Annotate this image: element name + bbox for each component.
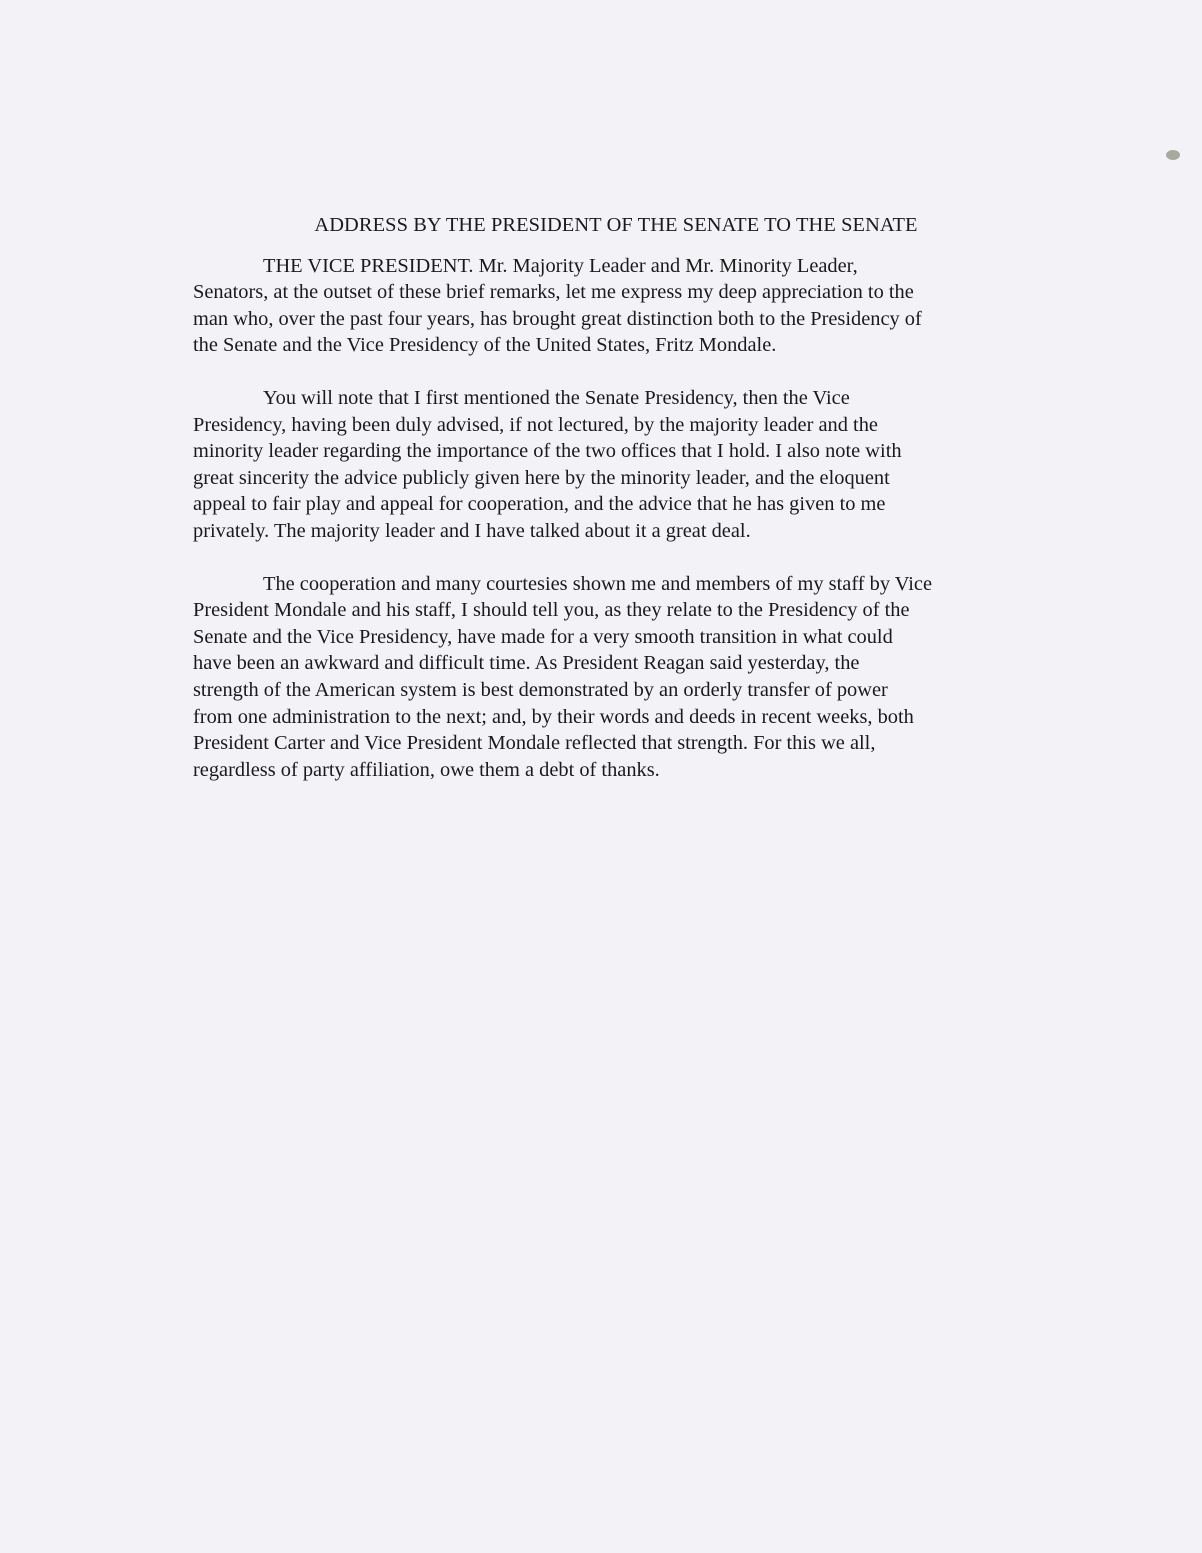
paragraph-line: President Carter and Vice President Mondale reflected that strength. For this we all, [193, 732, 876, 755]
paragraph-line: great sincerity the advice publicly given here by the minority leader, and the eloquent [193, 466, 890, 489]
paragraph-line: appeal to fair play and appeal for cooperation, and the advice that he has given to me [193, 493, 886, 516]
paragraph-2 [193, 385, 1033, 545]
document-title: ADDRESS BY THE PRESIDENT OF THE SENATE TO THE SENATE [314, 214, 918, 236]
document-body [193, 212, 1033, 809]
paragraph-line: man who, over the past four years, has brought great distinction both to the Presidency of [193, 307, 922, 330]
paragraph-line: The cooperation and many courtesies shown me and members of my staff by Vice [263, 572, 933, 595]
paragraph-line: from one administration to the next; and, by their words and deeds in recent weeks, both [193, 705, 914, 728]
paragraph-line: You will note that I first mentioned the Senate Presidency, then the Vice [263, 386, 850, 409]
paragraph-line: the Senate and the Vice Presidency of the United States, Fritz Mondale. [193, 334, 777, 357]
paragraph-line: privately. The majority leader and I have talked about it a great deal. [193, 519, 751, 542]
paragraph-line: have been an awkward and difficult time. As President Reagan said yesterday, the [193, 652, 860, 675]
paragraph-line: President Mondale and his staff, I should tell you, as they relate to the Presidency of the [193, 599, 910, 622]
paragraph-3 [193, 571, 1033, 784]
paragraph-line: Senate and the Vice Presidency, have made for a very smooth transition in what could [193, 625, 893, 648]
paragraph-1 [193, 253, 1033, 359]
paragraph-line: THE VICE PRESIDENT. Mr. Majority Leader and Mr. Minority Leader, [263, 254, 858, 277]
paragraph-line: strength of the American system is best demonstrated by an orderly transfer of power [193, 678, 888, 701]
paragraph-line: Presidency, having been duly advised, if not lectured, by the majority leader and the [193, 413, 878, 436]
paper-speck [1166, 150, 1180, 160]
paragraph-line: minority leader regarding the importance of the two offices that I hold. I also note with [193, 440, 902, 463]
paragraph-line: Senators, at the outset of these brief remarks, let me express my deep appreciation to the [193, 281, 914, 304]
paragraph-line: regardless of party affiliation, owe them a debt of thanks. [193, 758, 660, 781]
